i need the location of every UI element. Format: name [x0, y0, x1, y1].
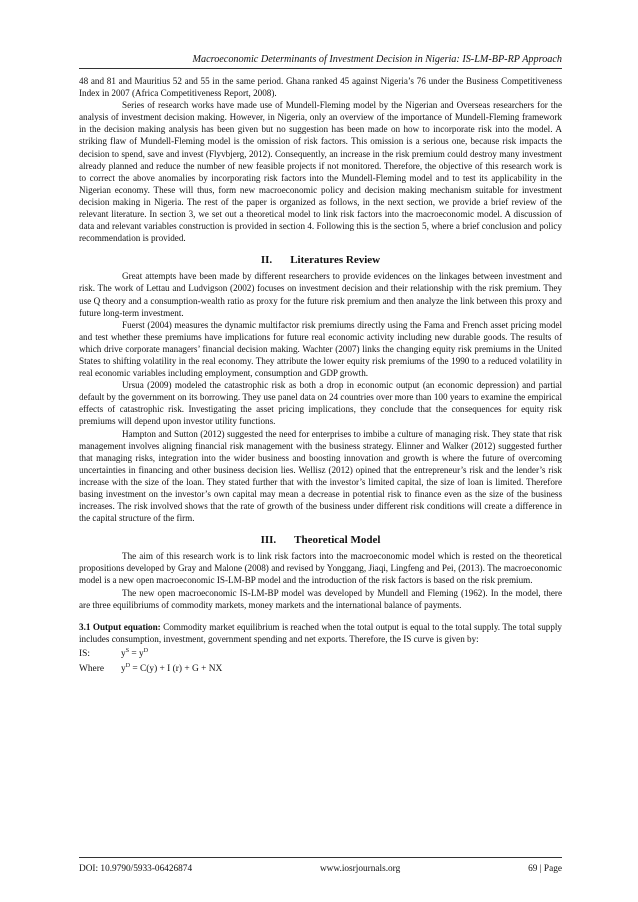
literature-paragraph-2: Fuerst (2004) measures the dynamic multifactor risk premiums directly using the Fama and French asset pricing model and test whether these premiums have implications for future real economic activity including new durable goods. The results of which drive corporate managers’ financial decision making. Wachter (2007) links the changing equity risk premiums in the United States to shifting volatility in the real economy. They attribute the lower equity risk premiums of the 1990 to a reduced volatility in real economic variables including employment, consumption and GDP growth.: [79, 319, 562, 379]
footer-page-number: 69 | Page: [528, 864, 562, 874]
footer-website: www.iosrjournals.org: [319, 864, 401, 874]
intro-paragraph-1: 48 and 81 and Mauritius 52 and 55 in the same period. Ghana ranked 45 against Nigeria’s 76 under the Business Competitiveness Index in 2007 (Africa Competitiveness Report, 2008).: [79, 76, 562, 99]
section-title: Theoretical Model: [294, 534, 381, 547]
theory-paragraph-1: The aim of this research work is to link risk factors into the macroeconomic model which is rested on the theoretical propositions developed by Gray and Malone (2008) and revised by Yonggang, Jiaqi, Lingfeng and Pei, (2013). The macroeconomic model is a new open macroeconomic IS-LM-BP model and the introduction of the risk factors is based on the risk premium.: [79, 551, 562, 586]
equation-term: = y: [129, 648, 144, 659]
subsection-lead: 3.1 Output equation:: [79, 621, 161, 632]
equation-superscript: D: [143, 647, 149, 654]
section-heading-literature: [79, 254, 562, 266]
section-number: III.: [260, 534, 277, 547]
equation-label: IS:: [79, 648, 90, 659]
subsection-text: Commodity market equilibrium is reached when the total output is equal to the total supply. The total supply includes consumption, investment, government spending and net exports. Therefore, the IS curve is given by:: [79, 621, 562, 644]
equation-term: y: [121, 648, 126, 659]
running-head: Macroeconomic Determinants of Investment Decision in Nigeria: IS-LM-BP-RP Approach: [79, 54, 562, 69]
literature-paragraph-4: Hampton and Sutton (2012) suggested the need for enterprises to imbibe a culture of managing risk. They state that risk management involves aligning financial risk management with the business strategy. Elinner and Walker (2012) suggested further that managing risks, integration into the wider business and boosting innovation and growth is where the future of overcoming uncertainties in financing and other business decision lies. Wellisz (2012) opined that the entrepreneur’s risk and the lender’s risk increase with the size of the loan. They stated further that with the investor’s limited capital, the size of loan is limited. Therefore basing investment on the investor’s own capital may mean a decrease in potential risk to finance even as the size of the business increases. The risk involved shows that the rate of growth of the business under different risk conditions will create a difference in the capital structure of the firm.: [79, 428, 562, 524]
page-footer: [79, 857, 562, 874]
equation-term: y: [121, 664, 126, 675]
theory-paragraph-2: The new open macroeconomic IS-LM-BP model was developed by Mundell and Fleming (1962). In the model, there are three equilibriums of commodity markets, money markets and the international balance of payments.: [79, 587, 562, 610]
literature-paragraph-3: Ursua (2009) modeled the catastrophic risk as both a drop in economic output (an economic depression) and partial default by the government on its borrowing. They use panel data on 24 countries over more than 100 years to examine the empirical effects of catastrophic risk. Investigating the asset pricing implications, they conclude that the consequences for equity risk premiums will depend upon investor utility functions.: [79, 380, 562, 427]
equation-superscript: S: [125, 647, 130, 654]
literature-paragraph-1: Great attempts have been made by different researchers to provide evidences on the linkages between investment and risk. The work of Lettau and Ludvigson (2002) focuses on investment decision and their relationship with the risk premium. They use Q theory and a consumption-wealth ratio as proxy for the future risk premium and then analyze the link between this proxy and future long-term investment.: [79, 271, 562, 318]
page-body: [79, 54, 562, 676]
section-number: II.: [260, 254, 273, 267]
equation-is: [79, 645, 562, 661]
equation-superscript: D: [125, 663, 131, 670]
equation-demand: [79, 660, 562, 676]
section-heading-theory: [79, 534, 562, 546]
equation-label: Where: [79, 664, 104, 675]
equation-term: = C(y) + I (r) + G + NX: [130, 664, 223, 675]
section-title: Literatures Review: [290, 254, 381, 267]
intro-paragraph-2: Series of research works have made use of Mundell-Fleming model by the Nigerian and Overseas researchers for the analysis of investment decision making. However, in Nigeria, only an overview of the importance of Mundell-Fleming framework in the decision making analysis has been given but no suggestion has been made on how to incorporate risk into the model. A striking flaw of Mundell-Fleming model is the omission of risk factors. This omission is a serious one, because risk impacts the decision to spend, save and invest (Flyvbjerg, 2012). Consequently, an increase in the risk premium could destroy many investment already planned and reduce the number of new feasible projects if not monitored. Therefore, the objective of this research work is to correct the above anomalies by incorporating risk factors into the Mundell-Fleming model and to test its applicability in the Nigerian economy. These will thus, form new macroeconomic policy and decision making mechanism suitable for investment decision making in Nigeria. The rest of the paper is organized as follows, in the next section, we provide a brief review of the relevant literature. In section 3, we set out a theoretical model to link risk factors into the macroeconomic model. A discussion of data and relevant variables construction is provided in section 4. Following this is the section 5, where a brief conclusion and policy recommendation is provided.: [79, 100, 562, 244]
output-equation-paragraph: [79, 621, 562, 645]
footer-doi: DOI: 10.9790/5933-06426874: [79, 864, 193, 874]
